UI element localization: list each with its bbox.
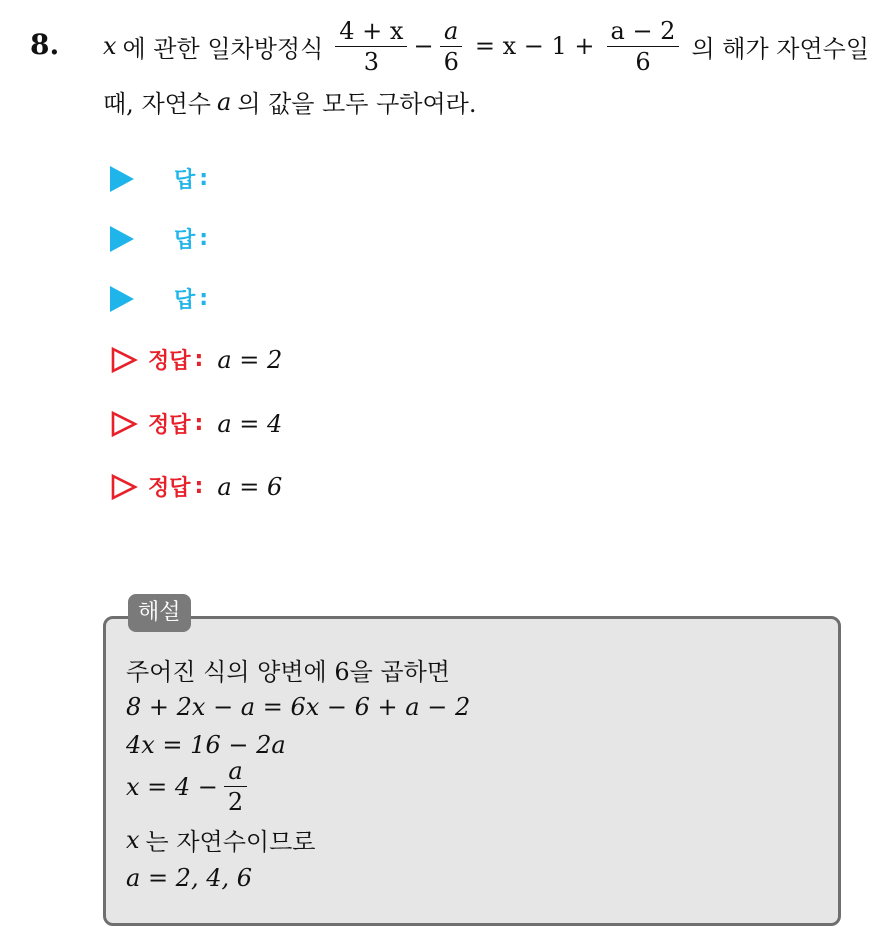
correct-answer-value: a = 2: [217, 345, 283, 374]
question-line-2-b: 의 값을 모두 구하여라.: [237, 90, 477, 118]
correct-answer-label: 정답: [148, 413, 191, 438]
fraction-2: [440, 16, 463, 77]
answer-blank-3: [110, 283, 208, 314]
solution-line-1: 주어진 식의 양변에 6을 곱하면: [126, 658, 450, 686]
correct-answer-2: [110, 408, 282, 439]
solution-var-x: x: [126, 825, 140, 854]
answer-label: 답: [174, 168, 196, 193]
answer-blank-2: [110, 223, 208, 254]
play-triangle-icon: [110, 226, 134, 252]
solution-fraction-numerator: a: [224, 756, 246, 787]
correct-answer-value: a = 6: [217, 472, 283, 501]
fraction-3-denominator: 6: [635, 47, 651, 76]
var-a: a: [217, 87, 232, 116]
outline-triangle-icon: [110, 473, 138, 501]
play-triangle-icon: [110, 286, 134, 312]
solution-line-5-text: 는 자연수이므로: [145, 828, 316, 856]
var-x: x: [103, 32, 117, 60]
solution-tag: 해설: [128, 594, 191, 632]
outline-triangle-icon: [110, 410, 138, 438]
solution-line-5: [126, 822, 321, 857]
question-line-2-a: 때, 자연수: [103, 90, 211, 118]
outline-triangle-icon: [110, 346, 138, 374]
question-number: 8.: [30, 28, 60, 61]
correct-answer-value: a = 4: [217, 409, 283, 438]
correct-answer-3: [110, 471, 282, 502]
correct-answer-label: 정답: [148, 476, 191, 501]
answer-blank-1: [110, 163, 208, 194]
answer-label: 답: [174, 228, 196, 253]
answer-colon: :: [199, 286, 209, 311]
solution-fraction-denominator: 2: [227, 788, 244, 816]
fraction-1: [335, 16, 407, 77]
solution-fraction: [224, 756, 247, 817]
question-line-1: [103, 16, 875, 76]
fraction-2-numerator: a: [440, 16, 462, 47]
correct-answer-colon: :: [194, 411, 204, 436]
question-line-2: [103, 84, 476, 119]
answer-colon: :: [199, 226, 209, 251]
fraction-3-numerator: a − 2: [607, 16, 680, 47]
fraction-1-denominator: 3: [363, 47, 379, 76]
fraction-2-denominator: 6: [443, 47, 459, 76]
question-text-1: 에 관한 일차방정식: [122, 34, 324, 63]
answer-label: 답: [174, 288, 196, 313]
play-triangle-icon: [110, 166, 134, 192]
answer-colon: :: [199, 166, 209, 191]
solution-line-4-prefix: x = 4 −: [126, 772, 218, 801]
equation-middle: = x − 1 +: [474, 32, 595, 60]
fraction-3: [607, 16, 680, 77]
fraction-1-numerator: 4 + x: [335, 16, 407, 47]
correct-answer-label: 정답: [148, 349, 191, 374]
solution-line-3: 4x = 16 − 2a: [126, 731, 286, 759]
correct-answer-1: [110, 344, 282, 375]
solution-line-6: a = 2, 4, 6: [126, 864, 252, 892]
correct-answer-colon: :: [194, 474, 204, 499]
question-text-2: 의 해가 자연수일: [691, 34, 869, 63]
minus-sign: −: [413, 32, 434, 60]
solution-line-4: [126, 756, 253, 817]
solution-line-2: 8 + 2x − a = 6x − 6 + a − 2: [126, 693, 471, 721]
correct-answer-colon: :: [194, 347, 204, 372]
